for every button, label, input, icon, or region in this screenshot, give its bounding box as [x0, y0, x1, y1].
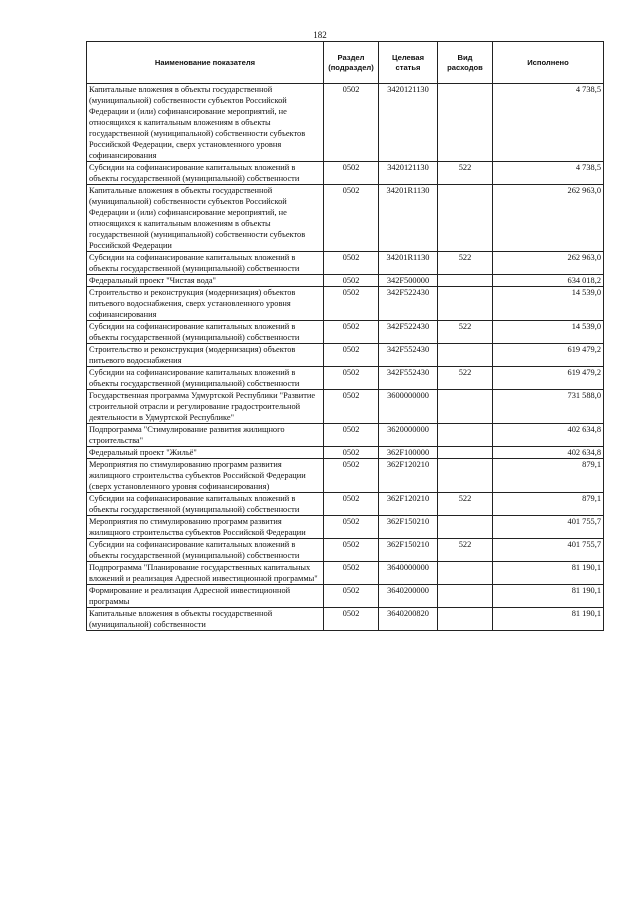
cell-type: 522 [438, 539, 493, 562]
cell-type [438, 585, 493, 608]
cell-name: Мероприятия по стимулированию программ развития жилищного строительства субъектов Российской Федерации (сверх установленного уровня софинансирования) [87, 459, 324, 493]
table-row [87, 608, 604, 631]
cell-type: 522 [438, 321, 493, 344]
cell-type [438, 275, 493, 287]
page-number: 182 [313, 30, 327, 40]
cell-section: 0502 [324, 252, 379, 275]
cell-amount: 4 738,5 [493, 84, 604, 162]
cell-target: 3640200820 [379, 608, 438, 631]
cell-name: Субсидии на софинансирование капитальных вложений в объекты государственной (муниципальной) собственности [87, 367, 324, 390]
cell-target: 3420121130 [379, 84, 438, 162]
cell-section: 0502 [324, 424, 379, 447]
cell-amount: 619 479,2 [493, 367, 604, 390]
cell-amount: 262 963,0 [493, 252, 604, 275]
cell-type: 522 [438, 367, 493, 390]
cell-target: 342F500000 [379, 275, 438, 287]
table-row [87, 162, 604, 185]
cell-section: 0502 [324, 321, 379, 344]
cell-amount: 401 755,7 [493, 539, 604, 562]
cell-section: 0502 [324, 84, 379, 162]
cell-section: 0502 [324, 162, 379, 185]
table-row [87, 516, 604, 539]
table-row [87, 539, 604, 562]
header-section: Раздел (подраздел) [324, 42, 379, 84]
cell-section: 0502 [324, 390, 379, 424]
table-row [87, 459, 604, 493]
cell-amount: 402 634,8 [493, 424, 604, 447]
header-target: Целевая статья [379, 42, 438, 84]
cell-target: 362F120210 [379, 493, 438, 516]
cell-target: 3600000000 [379, 390, 438, 424]
header-amount: Исполнено [493, 42, 604, 84]
cell-name: Государственная программа Удмуртской Республики "Развитие строительной отрасли и регулирование градостроительной деятельности в Удмуртской Республике" [87, 390, 324, 424]
cell-name: Капитальные вложения в объекты государственной (муниципальной) собственности субъектов Российской Федерации и (или) софинансирование мероприятий, не относящихся к капитальным вложениям в объекты государственной (муниципальной) собственности субъектов Российской Федерации, сверх установленного уровня софинансирования [87, 84, 324, 162]
table-row [87, 287, 604, 321]
cell-target: 342F522430 [379, 321, 438, 344]
cell-name: Формирование и реализация Адресной инвестиционной программы [87, 585, 324, 608]
cell-type [438, 459, 493, 493]
cell-type [438, 516, 493, 539]
table-row [87, 493, 604, 516]
header-name: Наименование показателя [87, 42, 324, 84]
header-type: Вид расходов [438, 42, 493, 84]
cell-target: 34201R1130 [379, 252, 438, 275]
cell-target: 3620000000 [379, 424, 438, 447]
table-row [87, 252, 604, 275]
cell-name: Строительство и реконструкция (модернизация) объектов питьевого водоснабжения [87, 344, 324, 367]
cell-target: 342F552430 [379, 367, 438, 390]
table-row [87, 185, 604, 252]
table-header-row [87, 42, 604, 84]
table-row [87, 367, 604, 390]
cell-amount: 4 738,5 [493, 162, 604, 185]
cell-type [438, 344, 493, 367]
cell-type [438, 608, 493, 631]
cell-name: Субсидии на софинансирование капитальных вложений в объекты государственной (муниципальной) собственности [87, 539, 324, 562]
cell-amount: 262 963,0 [493, 185, 604, 252]
cell-target: 34201R1130 [379, 185, 438, 252]
cell-name: Мероприятия по стимулированию программ развития жилищного строительства субъектов Российской Федерации [87, 516, 324, 539]
cell-section: 0502 [324, 516, 379, 539]
cell-amount: 81 190,1 [493, 562, 604, 585]
cell-target: 362F150210 [379, 516, 438, 539]
cell-target: 342F552430 [379, 344, 438, 367]
cell-amount: 731 588,0 [493, 390, 604, 424]
cell-name: Подпрограмма "Планирование государственных капитальных вложений и реализация Адресной инвестиционной программы" [87, 562, 324, 585]
cell-target: 3640200000 [379, 585, 438, 608]
cell-amount: 14 539,0 [493, 287, 604, 321]
cell-target: 3640000000 [379, 562, 438, 585]
cell-name: Субсидии на софинансирование капитальных вложений в объекты государственной (муниципальной) собственности [87, 162, 324, 185]
cell-name: Капитальные вложения в объекты государственной (муниципальной) собственности [87, 608, 324, 631]
cell-name: Строительство и реконструкция (модернизация) объектов питьевого водоснабжения, сверх установленного уровня софинансирования [87, 287, 324, 321]
cell-name: Субсидии на софинансирование капитальных вложений в объекты государственной (муниципальной) собственности [87, 493, 324, 516]
cell-target: 362F100000 [379, 447, 438, 459]
table-row [87, 424, 604, 447]
cell-section: 0502 [324, 459, 379, 493]
cell-type [438, 424, 493, 447]
table-row [87, 447, 604, 459]
cell-name: Субсидии на софинансирование капитальных вложений в объекты государственной (муниципальной) собственности [87, 252, 324, 275]
cell-type: 522 [438, 493, 493, 516]
cell-section: 0502 [324, 185, 379, 252]
cell-target: 362F150210 [379, 539, 438, 562]
cell-section: 0502 [324, 493, 379, 516]
cell-amount: 634 018,2 [493, 275, 604, 287]
table-row [87, 344, 604, 367]
cell-amount: 402 634,8 [493, 447, 604, 459]
cell-section: 0502 [324, 585, 379, 608]
cell-section: 0502 [324, 367, 379, 390]
cell-amount: 14 539,0 [493, 321, 604, 344]
cell-type [438, 447, 493, 459]
cell-target: 342F522430 [379, 287, 438, 321]
cell-section: 0502 [324, 608, 379, 631]
cell-section: 0502 [324, 562, 379, 585]
table-row [87, 585, 604, 608]
cell-target: 362F120210 [379, 459, 438, 493]
table-row [87, 321, 604, 344]
table-row [87, 562, 604, 585]
cell-type [438, 84, 493, 162]
cell-type [438, 390, 493, 424]
cell-amount: 401 755,7 [493, 516, 604, 539]
table-row [87, 84, 604, 162]
cell-section: 0502 [324, 539, 379, 562]
cell-section: 0502 [324, 447, 379, 459]
table-row [87, 275, 604, 287]
cell-amount: 619 479,2 [493, 344, 604, 367]
cell-type: 522 [438, 162, 493, 185]
cell-target: 3420121130 [379, 162, 438, 185]
cell-amount: 81 190,1 [493, 585, 604, 608]
budget-execution-table [86, 41, 604, 631]
cell-section: 0502 [324, 287, 379, 321]
cell-name: Капитальные вложения в объекты государственной (муниципальной) собственности субъектов Российской Федерации и (или) софинансирование мероприятий, не относящихся к капитальным вложениям в объекты государственной (муниципальной) собственности субъектов Российской Федерации [87, 185, 324, 252]
cell-name: Федеральный проект "Чистая вода" [87, 275, 324, 287]
cell-type [438, 562, 493, 585]
cell-name: Субсидии на софинансирование капитальных вложений в объекты государственной (муниципальной) собственности [87, 321, 324, 344]
cell-name: Подпрограмма "Стимулирование развития жилищного строительства" [87, 424, 324, 447]
cell-amount: 81 190,1 [493, 608, 604, 631]
table-row [87, 390, 604, 424]
cell-name: Федеральный проект "Жильё" [87, 447, 324, 459]
cell-type [438, 287, 493, 321]
table-body [87, 84, 604, 631]
cell-section: 0502 [324, 344, 379, 367]
cell-type: 522 [438, 252, 493, 275]
cell-amount: 879,1 [493, 493, 604, 516]
cell-section: 0502 [324, 275, 379, 287]
cell-amount: 879,1 [493, 459, 604, 493]
cell-type [438, 185, 493, 252]
